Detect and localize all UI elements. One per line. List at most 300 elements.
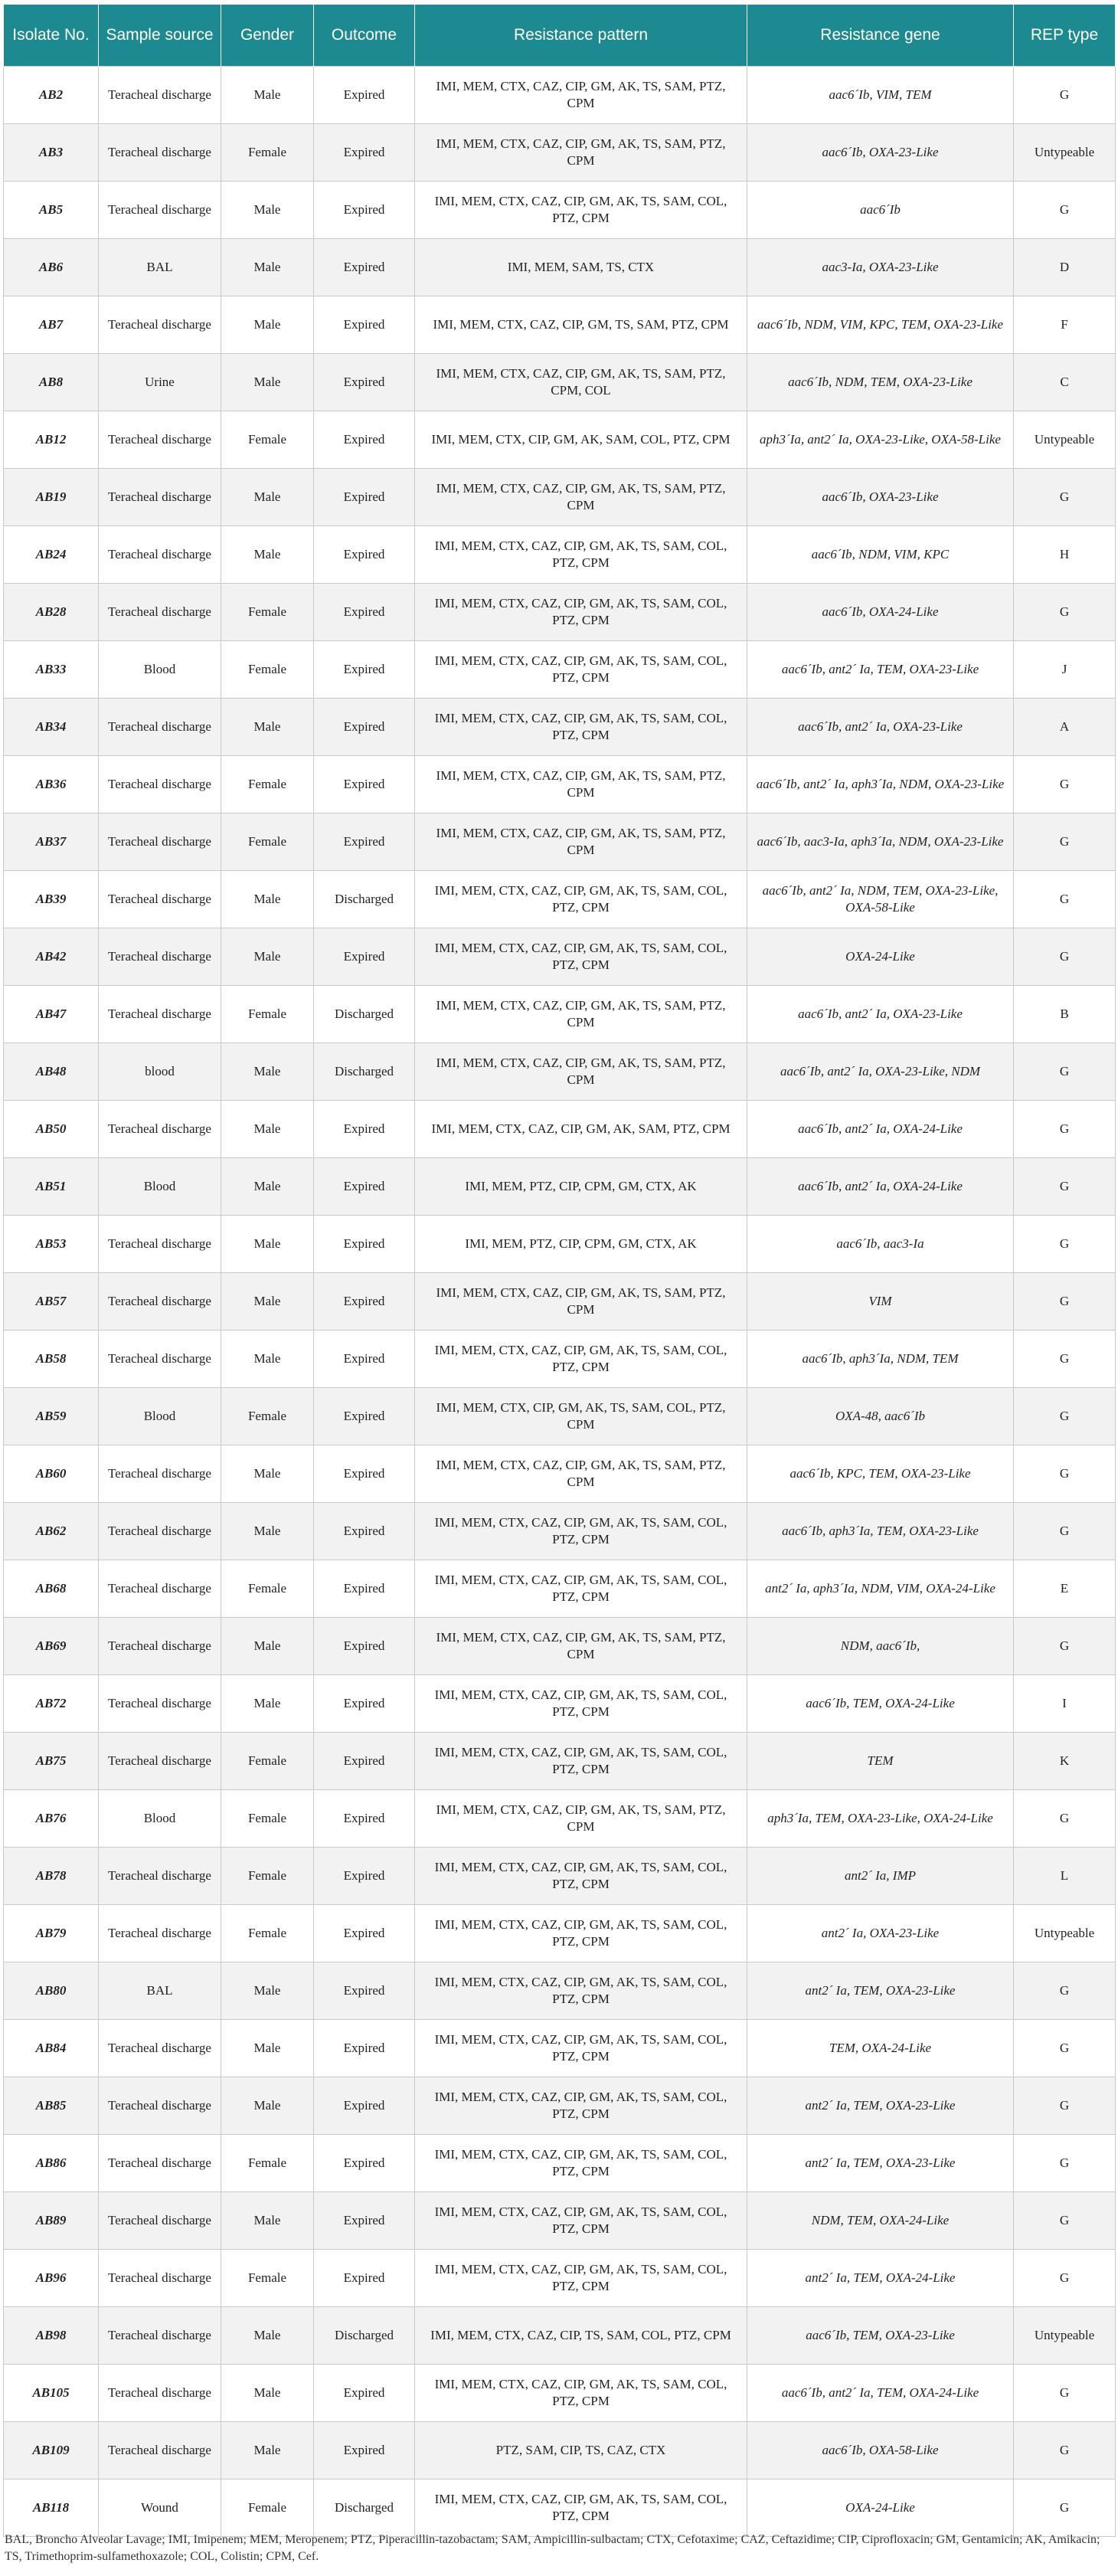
table-row	[4, 1158, 1116, 1216]
gender-cell: Male	[221, 1043, 314, 1101]
rep-type-cell: G	[1014, 813, 1116, 871]
outcome-cell: Expired	[314, 1216, 415, 1273]
column-header-resistance-pattern: Resistance pattern	[415, 5, 747, 67]
isolate-cell: AB2	[4, 67, 99, 124]
resistance-gene-cell: TEM, OXA-24-Like	[747, 2020, 1014, 2077]
outcome-cell: Expired	[314, 1273, 415, 1331]
resistance-gene-cell: ant2´ Ia, TEM, OXA-23-Like	[747, 2077, 1014, 2135]
outcome-cell: Expired	[314, 1503, 415, 1560]
gender-cell: Male	[221, 354, 314, 411]
outcome-cell: Expired	[314, 2020, 415, 2077]
isolates-table	[3, 5, 1116, 2537]
sample-source-cell: Teracheal discharge	[99, 1101, 221, 1158]
sample-source-cell: Teracheal discharge	[99, 928, 221, 986]
outcome-cell: Expired	[314, 296, 415, 354]
sample-source-cell: Teracheal discharge	[99, 1848, 221, 1905]
isolate-cell: AB80	[4, 1962, 99, 2020]
isolate-cell: AB86	[4, 2135, 99, 2192]
table-row	[4, 641, 1116, 699]
isolate-cell: AB28	[4, 584, 99, 641]
rep-type-cell: G	[1014, 1388, 1116, 1445]
resistance-gene-cell: aph3´Ia, ant2´ Ia, OXA-23-Like, OXA-58-Like	[747, 411, 1014, 469]
rep-type-cell: G	[1014, 584, 1116, 641]
outcome-cell: Expired	[314, 182, 415, 239]
table-row	[4, 2422, 1116, 2479]
sample-source-cell: blood	[99, 1043, 221, 1101]
resistance-gene-cell: aac6´Ib, aph3´Ia, TEM, OXA-23-Like	[747, 1503, 1014, 1560]
resistance-gene-cell: aac6´Ib, TEM, OXA-23-Like	[747, 2307, 1014, 2365]
outcome-cell: Expired	[314, 1331, 415, 1388]
resistance-gene-cell: aac6´Ib, OXA-23-Like	[747, 124, 1014, 182]
outcome-cell: Expired	[314, 928, 415, 986]
sample-source-cell: Blood	[99, 641, 221, 699]
outcome-cell: Discharged	[314, 2307, 415, 2365]
outcome-cell: Expired	[314, 1618, 415, 1675]
table-row	[4, 411, 1116, 469]
gender-cell: Male	[221, 871, 314, 928]
rep-type-cell: D	[1014, 239, 1116, 296]
resistance-pattern-cell: IMI, MEM, CTX, CAZ, CIP, GM, TS, SAM, PTZ, CPM	[415, 296, 747, 354]
isolate-cell: AB96	[4, 2250, 99, 2307]
rep-type-cell: G	[1014, 1445, 1116, 1503]
rep-type-cell: G	[1014, 1962, 1116, 2020]
gender-cell: Male	[221, 2020, 314, 2077]
outcome-cell: Expired	[314, 1158, 415, 1216]
resistance-gene-cell: aac6´Ib, ant2´ Ia, aph3´Ia, NDM, OXA-23-Like	[747, 756, 1014, 813]
rep-type-cell: G	[1014, 1331, 1116, 1388]
resistance-pattern-cell: IMI, MEM, CTX, CAZ, CIP, GM, AK, TS, SAM, PTZ, CPM	[415, 1618, 747, 1675]
outcome-cell: Expired	[314, 813, 415, 871]
rep-type-cell: L	[1014, 1848, 1116, 1905]
sample-source-cell: Blood	[99, 1388, 221, 1445]
resistance-pattern-cell: IMI, MEM, CTX, CAZ, CIP, GM, AK, TS, SAM, COL, PTZ, CPM	[415, 2250, 747, 2307]
column-header-sample-source: Sample source	[99, 5, 221, 67]
gender-cell: Male	[221, 1675, 314, 1733]
resistance-gene-cell: TEM	[747, 1733, 1014, 1790]
resistance-pattern-cell: IMI, MEM, CTX, CAZ, CIP, GM, AK, TS, SAM, COL, PTZ, CPM	[415, 1503, 747, 1560]
gender-cell: Female	[221, 2479, 314, 2537]
isolate-cell: AB51	[4, 1158, 99, 1216]
table-row	[4, 1618, 1116, 1675]
table-row	[4, 296, 1116, 354]
sample-source-cell: Teracheal discharge	[99, 526, 221, 584]
outcome-cell: Discharged	[314, 2479, 415, 2537]
table-row	[4, 2307, 1116, 2365]
sample-source-cell: Teracheal discharge	[99, 1675, 221, 1733]
rep-type-cell: G	[1014, 2135, 1116, 2192]
isolate-cell: AB5	[4, 182, 99, 239]
resistance-gene-cell: aac6´Ib, ant2´ Ia, OXA-23-Like, NDM	[747, 1043, 1014, 1101]
sample-source-cell: Teracheal discharge	[99, 296, 221, 354]
gender-cell: Female	[221, 813, 314, 871]
outcome-cell: Expired	[314, 1790, 415, 1848]
table-row	[4, 67, 1116, 124]
sample-source-cell: Teracheal discharge	[99, 1618, 221, 1675]
table-row	[4, 1445, 1116, 1503]
gender-cell: Male	[221, 1158, 314, 1216]
gender-cell: Male	[221, 2422, 314, 2479]
resistance-gene-cell: aac6´Ib, ant2´ Ia, OXA-24-Like	[747, 1101, 1014, 1158]
resistance-gene-cell: aac6´Ib, ant2´ Ia, TEM, OXA-23-Like	[747, 641, 1014, 699]
isolate-cell: AB7	[4, 296, 99, 354]
outcome-cell: Expired	[314, 1560, 415, 1618]
outcome-cell: Expired	[314, 2077, 415, 2135]
resistance-pattern-cell: IMI, MEM, CTX, CAZ, CIP, GM, AK, TS, SAM, COL, PTZ, CPM	[415, 2077, 747, 2135]
resistance-pattern-cell: IMI, MEM, CTX, CAZ, CIP, GM, AK, TS, SAM, COL, PTZ, CPM	[415, 526, 747, 584]
outcome-cell: Expired	[314, 2250, 415, 2307]
table-row	[4, 2192, 1116, 2250]
resistance-gene-cell: OXA-24-Like	[747, 928, 1014, 986]
outcome-cell: Expired	[314, 1733, 415, 1790]
table-row	[4, 1962, 1116, 2020]
resistance-gene-cell: NDM, aac6´Ib,	[747, 1618, 1014, 1675]
gender-cell: Male	[221, 2365, 314, 2422]
column-header-gender: Gender	[221, 5, 314, 67]
rep-type-cell: G	[1014, 2422, 1116, 2479]
gender-cell: Male	[221, 1331, 314, 1388]
resistance-pattern-cell: IMI, MEM, CTX, CAZ, CIP, GM, AK, TS, SAM, PTZ, CPM	[415, 1445, 747, 1503]
sample-source-cell: Blood	[99, 1790, 221, 1848]
rep-type-cell: Untypeable	[1014, 1905, 1116, 1962]
sample-source-cell: Teracheal discharge	[99, 1273, 221, 1331]
sample-source-cell: Teracheal discharge	[99, 1445, 221, 1503]
isolate-cell: AB68	[4, 1560, 99, 1618]
resistance-pattern-cell: IMI, MEM, CTX, CAZ, CIP, GM, AK, TS, SAM, COL, PTZ, CPM	[415, 1331, 747, 1388]
resistance-pattern-cell: IMI, MEM, PTZ, CIP, CPM, GM, CTX, AK	[415, 1216, 747, 1273]
resistance-gene-cell: aac6´Ib, OXA-23-Like	[747, 469, 1014, 526]
gender-cell: Male	[221, 526, 314, 584]
outcome-cell: Discharged	[314, 871, 415, 928]
table-row	[4, 354, 1116, 411]
resistance-gene-cell: aac6´Ib, OXA-58-Like	[747, 2422, 1014, 2479]
isolate-cell: AB57	[4, 1273, 99, 1331]
table-row	[4, 2479, 1116, 2537]
resistance-pattern-cell: IMI, MEM, CTX, CAZ, CIP, GM, AK, TS, SAM, COL, PTZ, CPM	[415, 2135, 747, 2192]
isolate-cell: AB24	[4, 526, 99, 584]
gender-cell: Female	[221, 1905, 314, 1962]
outcome-cell: Expired	[314, 354, 415, 411]
resistance-pattern-cell: IMI, MEM, CTX, CAZ, CIP, GM, AK, TS, SAM, PTZ, CPM	[415, 1790, 747, 1848]
gender-cell: Male	[221, 2077, 314, 2135]
rep-type-cell: A	[1014, 699, 1116, 756]
isolate-cell: AB79	[4, 1905, 99, 1962]
resistance-pattern-cell: IMI, MEM, CTX, CAZ, CIP, GM, AK, TS, SAM, PTZ, CPM	[415, 756, 747, 813]
sample-source-cell: Teracheal discharge	[99, 699, 221, 756]
table-row	[4, 2135, 1116, 2192]
table-row	[4, 1273, 1116, 1331]
table-row	[4, 1043, 1116, 1101]
gender-cell: Female	[221, 1733, 314, 1790]
rep-type-cell: G	[1014, 871, 1116, 928]
outcome-cell: Expired	[314, 584, 415, 641]
rep-type-cell: G	[1014, 469, 1116, 526]
gender-cell: Male	[221, 1273, 314, 1331]
table-row	[4, 1790, 1116, 1848]
isolate-cell: AB37	[4, 813, 99, 871]
rep-type-cell: G	[1014, 1273, 1116, 1331]
rep-type-cell: G	[1014, 1618, 1116, 1675]
rep-type-cell: E	[1014, 1560, 1116, 1618]
rep-type-cell: G	[1014, 1503, 1116, 1560]
outcome-cell: Expired	[314, 1101, 415, 1158]
isolate-cell: AB50	[4, 1101, 99, 1158]
table-row	[4, 699, 1116, 756]
sample-source-cell: Urine	[99, 354, 221, 411]
outcome-cell: Expired	[314, 239, 415, 296]
sample-source-cell: Teracheal discharge	[99, 182, 221, 239]
resistance-pattern-cell: IMI, MEM, CTX, CAZ, CIP, GM, AK, TS, SAM, COL, PTZ, CPM	[415, 2192, 747, 2250]
rep-type-cell: G	[1014, 1043, 1116, 1101]
gender-cell: Female	[221, 1388, 314, 1445]
resistance-gene-cell: aac6´Ib, ant2´ Ia, OXA-23-Like	[747, 699, 1014, 756]
isolate-cell: AB109	[4, 2422, 99, 2479]
outcome-cell: Expired	[314, 411, 415, 469]
table-row	[4, 1733, 1116, 1790]
resistance-pattern-cell: IMI, MEM, CTX, CAZ, CIP, GM, AK, TS, SAM, COL, PTZ, CPM	[415, 871, 747, 928]
table-row	[4, 1388, 1116, 1445]
column-header-isolate: Isolate No.	[4, 5, 99, 67]
sample-source-cell: Teracheal discharge	[99, 2020, 221, 2077]
resistance-pattern-cell: IMI, MEM, CTX, CAZ, CIP, GM, AK, TS, SAM, PTZ, CPM	[415, 124, 747, 182]
isolate-cell: AB39	[4, 871, 99, 928]
resistance-pattern-cell: IMI, MEM, SAM, TS, CTX	[415, 239, 747, 296]
table-row	[4, 469, 1116, 526]
resistance-gene-cell: ant2´ Ia, OXA-23-Like	[747, 1905, 1014, 1962]
isolate-cell: AB69	[4, 1618, 99, 1675]
resistance-pattern-cell: IMI, MEM, CTX, CAZ, CIP, GM, AK, TS, SAM, COL, PTZ, CPM	[415, 182, 747, 239]
table-row	[4, 1905, 1116, 1962]
gender-cell: Female	[221, 1790, 314, 1848]
resistance-pattern-cell: IMI, MEM, CTX, CIP, GM, AK, SAM, COL, PTZ, CPM	[415, 411, 747, 469]
resistance-gene-cell: aac6´Ib, NDM, TEM, OXA-23-Like	[747, 354, 1014, 411]
resistance-gene-cell: ant2´ Ia, aph3´Ia, NDM, VIM, OXA-24-Like	[747, 1560, 1014, 1618]
isolate-cell: AB53	[4, 1216, 99, 1273]
sample-source-cell: Wound	[99, 2479, 221, 2537]
resistance-gene-cell: ant2´ Ia, TEM, OXA-24-Like	[747, 2250, 1014, 2307]
isolate-cell: AB47	[4, 986, 99, 1043]
outcome-cell: Expired	[314, 1848, 415, 1905]
outcome-cell: Expired	[314, 2135, 415, 2192]
table-row	[4, 239, 1116, 296]
outcome-cell: Discharged	[314, 986, 415, 1043]
resistance-pattern-cell: IMI, MEM, CTX, CAZ, CIP, GM, AK, TS, SAM, PTZ, CPM	[415, 813, 747, 871]
sample-source-cell: Teracheal discharge	[99, 2077, 221, 2135]
isolate-cell: AB12	[4, 411, 99, 469]
isolate-cell: AB60	[4, 1445, 99, 1503]
rep-type-cell: F	[1014, 296, 1116, 354]
table-row	[4, 1331, 1116, 1388]
outcome-cell: Expired	[314, 526, 415, 584]
isolate-cell: AB62	[4, 1503, 99, 1560]
sample-source-cell: Teracheal discharge	[99, 756, 221, 813]
resistance-pattern-cell: IMI, MEM, CTX, CAZ, CIP, GM, AK, TS, SAM, COL, PTZ, CPM	[415, 641, 747, 699]
gender-cell: Male	[221, 1503, 314, 1560]
outcome-cell: Expired	[314, 2365, 415, 2422]
outcome-cell: Expired	[314, 124, 415, 182]
resistance-pattern-cell: IMI, MEM, CTX, CAZ, CIP, GM, AK, TS, SAM, COL, PTZ, CPM	[415, 1560, 747, 1618]
table-body	[4, 67, 1116, 2537]
sample-source-cell: BAL	[99, 1962, 221, 2020]
table-row	[4, 756, 1116, 813]
table-row	[4, 928, 1116, 986]
sample-source-cell: Teracheal discharge	[99, 124, 221, 182]
table-row	[4, 813, 1116, 871]
table-row	[4, 1560, 1116, 1618]
sample-source-cell: Teracheal discharge	[99, 1216, 221, 1273]
resistance-gene-cell: aac6´Ib, aac3-Ia	[747, 1216, 1014, 1273]
isolate-cell: AB6	[4, 239, 99, 296]
resistance-gene-cell: aac6´Ib, TEM, OXA-24-Like	[747, 1675, 1014, 1733]
gender-cell: Male	[221, 1445, 314, 1503]
table-row	[4, 526, 1116, 584]
rep-type-cell: Untypeable	[1014, 411, 1116, 469]
isolate-cell: AB8	[4, 354, 99, 411]
gender-cell: Female	[221, 1560, 314, 1618]
sample-source-cell: Teracheal discharge	[99, 2365, 221, 2422]
outcome-cell: Expired	[314, 756, 415, 813]
gender-cell: Female	[221, 986, 314, 1043]
resistance-pattern-cell: IMI, MEM, CTX, CAZ, CIP, GM, AK, SAM, PTZ, CPM	[415, 1101, 747, 1158]
sample-source-cell: Teracheal discharge	[99, 411, 221, 469]
gender-cell: Male	[221, 469, 314, 526]
isolate-cell: AB105	[4, 2365, 99, 2422]
table-footnote: BAL, Broncho Alveolar Lavage; IMI, Imipenem; MEM, Meropenem; PTZ, Piperacillin-tazobactam; SAM, Ampicillin-sulbactam; CTX, Cefotaxime; CAZ, Ceftazidime; CIP, Ciprofloxacin; GM, Gentamicin; AK, Amikacin; TS, Trimethoprim-sulfamethoxazole; COL, Colistin; CPM, Cef.	[5, 2533, 1100, 2563]
rep-type-cell: G	[1014, 67, 1116, 124]
gender-cell: Male	[221, 1216, 314, 1273]
resistance-gene-cell: OXA-24-Like	[747, 2479, 1014, 2537]
table-row	[4, 2077, 1116, 2135]
resistance-gene-cell: aac6´Ib, aph3´Ia, NDM, TEM	[747, 1331, 1014, 1388]
table-row	[4, 1675, 1116, 1733]
table-row	[4, 2250, 1116, 2307]
outcome-cell: Expired	[314, 2192, 415, 2250]
gender-cell: Female	[221, 1848, 314, 1905]
rep-type-cell: G	[1014, 2192, 1116, 2250]
rep-type-cell: C	[1014, 354, 1116, 411]
column-header-resistance-gene: Resistance gene	[747, 5, 1014, 67]
resistance-gene-cell: aac6´Ib, NDM, VIM, KPC, TEM, OXA-23-Like	[747, 296, 1014, 354]
resistance-pattern-cell: PTZ, SAM, CIP, TS, CAZ, CTX	[415, 2422, 747, 2479]
resistance-gene-cell: aac6´Ib, VIM, TEM	[747, 67, 1014, 124]
table-row	[4, 871, 1116, 928]
resistance-gene-cell: OXA-48, aac6´Ib	[747, 1388, 1014, 1445]
rep-type-cell: G	[1014, 928, 1116, 986]
outcome-cell: Expired	[314, 1905, 415, 1962]
resistance-gene-cell: aph3´Ia, TEM, OXA-23-Like, OXA-24-Like	[747, 1790, 1014, 1848]
resistance-gene-cell: aac6´Ib	[747, 182, 1014, 239]
resistance-pattern-cell: IMI, MEM, CTX, CAZ, CIP, GM, AK, TS, SAM, PTZ, CPM	[415, 469, 747, 526]
outcome-cell: Expired	[314, 1445, 415, 1503]
outcome-cell: Expired	[314, 67, 415, 124]
gender-cell: Male	[221, 1101, 314, 1158]
rep-type-cell: G	[1014, 2250, 1116, 2307]
isolate-cell: AB42	[4, 928, 99, 986]
outcome-cell: Expired	[314, 1675, 415, 1733]
resistance-pattern-cell: IMI, MEM, CTX, CAZ, CIP, GM, AK, TS, SAM, COL, PTZ, CPM	[415, 928, 747, 986]
sample-source-cell: Teracheal discharge	[99, 1560, 221, 1618]
gender-cell: Male	[221, 1962, 314, 2020]
isolate-cell: AB59	[4, 1388, 99, 1445]
column-header-rep-type: REP type	[1014, 5, 1116, 67]
resistance-pattern-cell: IMI, MEM, CTX, CIP, GM, AK, TS, SAM, COL, PTZ, CPM	[415, 1388, 747, 1445]
gender-cell: Female	[221, 2135, 314, 2192]
rep-type-cell: I	[1014, 1675, 1116, 1733]
resistance-pattern-cell: IMI, MEM, CTX, CAZ, CIP, GM, AK, TS, SAM, COL, PTZ, CPM	[415, 1848, 747, 1905]
resistance-gene-cell: aac3-Ia, OXA-23-Like	[747, 239, 1014, 296]
resistance-gene-cell: ant2´ Ia, TEM, OXA-23-Like	[747, 1962, 1014, 2020]
resistance-gene-cell: NDM, TEM, OXA-24-Like	[747, 2192, 1014, 2250]
sample-source-cell: Teracheal discharge	[99, 871, 221, 928]
column-header-outcome: Outcome	[314, 5, 415, 67]
gender-cell: Female	[221, 124, 314, 182]
sample-source-cell: Teracheal discharge	[99, 1733, 221, 1790]
resistance-pattern-cell: IMI, MEM, PTZ, CIP, CPM, GM, CTX, AK	[415, 1158, 747, 1216]
rep-type-cell: B	[1014, 986, 1116, 1043]
sample-source-cell: Teracheal discharge	[99, 1905, 221, 1962]
resistance-gene-cell: aac6´Ib, ant2´ Ia, TEM, OXA-24-Like	[747, 2365, 1014, 2422]
resistance-pattern-cell: IMI, MEM, CTX, CAZ, CIP, GM, AK, TS, SAM, COL, PTZ, CPM	[415, 2020, 747, 2077]
outcome-cell: Discharged	[314, 1043, 415, 1101]
isolate-cell: AB36	[4, 756, 99, 813]
resistance-gene-cell: aac6´Ib, OXA-24-Like	[747, 584, 1014, 641]
gender-cell: Female	[221, 2250, 314, 2307]
gender-cell: Male	[221, 182, 314, 239]
sample-source-cell: Teracheal discharge	[99, 67, 221, 124]
gender-cell: Female	[221, 411, 314, 469]
table-row	[4, 182, 1116, 239]
resistance-pattern-cell: IMI, MEM, CTX, CAZ, CIP, GM, AK, TS, SAM, COL, PTZ, CPM	[415, 1905, 747, 1962]
gender-cell: Female	[221, 584, 314, 641]
table-row	[4, 986, 1116, 1043]
outcome-cell: Expired	[314, 1388, 415, 1445]
sample-source-cell: Teracheal discharge	[99, 1503, 221, 1560]
resistance-gene-cell: aac6´Ib, NDM, VIM, KPC	[747, 526, 1014, 584]
sample-source-cell: Teracheal discharge	[99, 986, 221, 1043]
table-row	[4, 2020, 1116, 2077]
rep-type-cell: G	[1014, 1101, 1116, 1158]
gender-cell: Female	[221, 756, 314, 813]
isolate-cell: AB75	[4, 1733, 99, 1790]
resistance-pattern-cell: IMI, MEM, CTX, CAZ, CIP, GM, AK, TS, SAM, COL, PTZ, CPM	[415, 1733, 747, 1790]
isolate-cell: AB34	[4, 699, 99, 756]
gender-cell: Male	[221, 296, 314, 354]
isolate-cell: AB85	[4, 2077, 99, 2135]
gender-cell: Male	[221, 1618, 314, 1675]
resistance-gene-cell: aac6´Ib, ant2´ Ia, OXA-23-Like	[747, 986, 1014, 1043]
outcome-cell: Expired	[314, 641, 415, 699]
isolate-cell: AB98	[4, 2307, 99, 2365]
rep-type-cell: G	[1014, 1158, 1116, 1216]
resistance-pattern-cell: IMI, MEM, CTX, CAZ, CIP, GM, AK, TS, SAM, PTZ, CPM	[415, 1043, 747, 1101]
rep-type-cell: G	[1014, 182, 1116, 239]
isolate-cell: AB76	[4, 1790, 99, 1848]
isolate-cell: AB19	[4, 469, 99, 526]
gender-cell: Male	[221, 699, 314, 756]
gender-cell: Female	[221, 641, 314, 699]
resistance-gene-cell: aac6´Ib, ant2´ Ia, NDM, TEM, OXA-23-Like, OXA-58-Like	[747, 871, 1014, 928]
resistance-gene-cell: ant2´ Ia, IMP	[747, 1848, 1014, 1905]
sample-source-cell: Teracheal discharge	[99, 469, 221, 526]
resistance-pattern-cell: IMI, MEM, CTX, CAZ, CIP, GM, AK, TS, SAM, COL, PTZ, CPM	[415, 699, 747, 756]
sample-source-cell: Teracheal discharge	[99, 2422, 221, 2479]
isolate-cell: AB84	[4, 2020, 99, 2077]
rep-type-cell: G	[1014, 2020, 1116, 2077]
table-row	[4, 124, 1116, 182]
sample-source-cell: Teracheal discharge	[99, 2192, 221, 2250]
rep-type-cell: G	[1014, 756, 1116, 813]
isolate-cell: AB89	[4, 2192, 99, 2250]
table-row	[4, 584, 1116, 641]
